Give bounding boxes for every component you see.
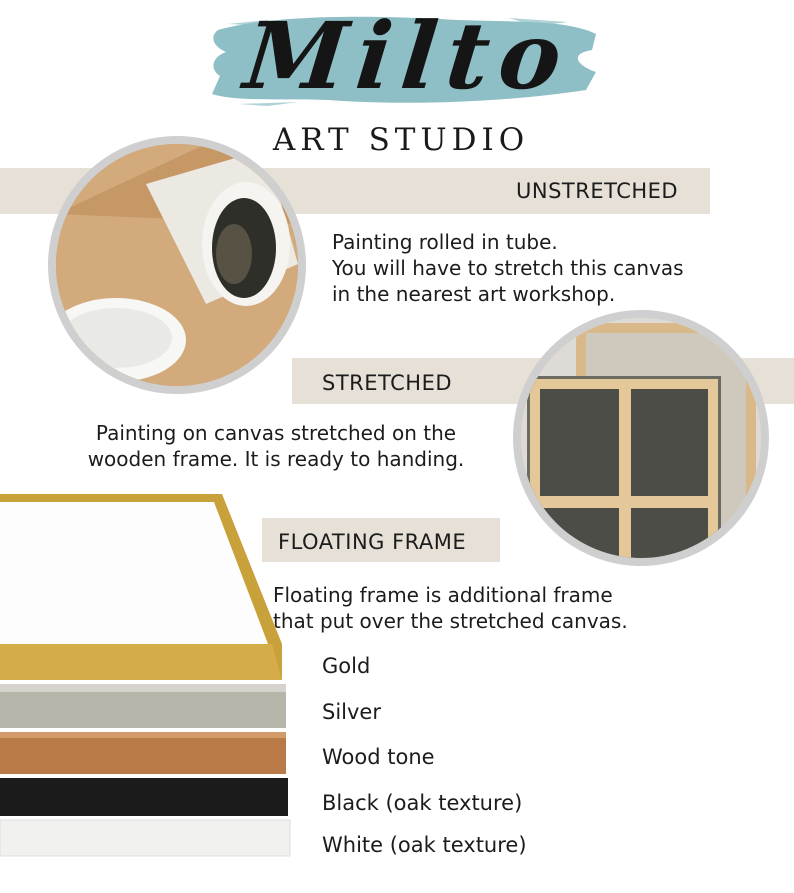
frame-option-black: Black (oak texture) [322,791,523,815]
logo-wordmark: Milto [239,2,577,110]
unstretched-description: Painting rolled in tube. You will have to stretch this canvas in the nearest art workshop. [332,230,684,306]
stretched-canvas-image [513,310,769,566]
frame-option-wood-tone: Wood tone [322,745,435,769]
stacked-frames-illustration [0,494,292,864]
frame-option-silver: Silver [322,700,381,724]
brand-subtitle: ART STUDIO [272,122,530,158]
frame-option-gold: Gold [322,654,371,678]
stretched-heading: STRETCHED [322,371,453,395]
unstretched-heading: UNSTRETCHED [516,179,679,203]
floating-heading: FLOATING FRAME [278,530,467,554]
stretched-description: Painting on canvas stretched on the wooden frame. It is ready to handing. [87,421,465,471]
rolled-canvas-image [48,136,306,394]
frame-option-white: White (oak texture) [322,833,527,857]
floating-description: Floating frame is additional frame that put over the stretched canvas. [273,583,628,633]
